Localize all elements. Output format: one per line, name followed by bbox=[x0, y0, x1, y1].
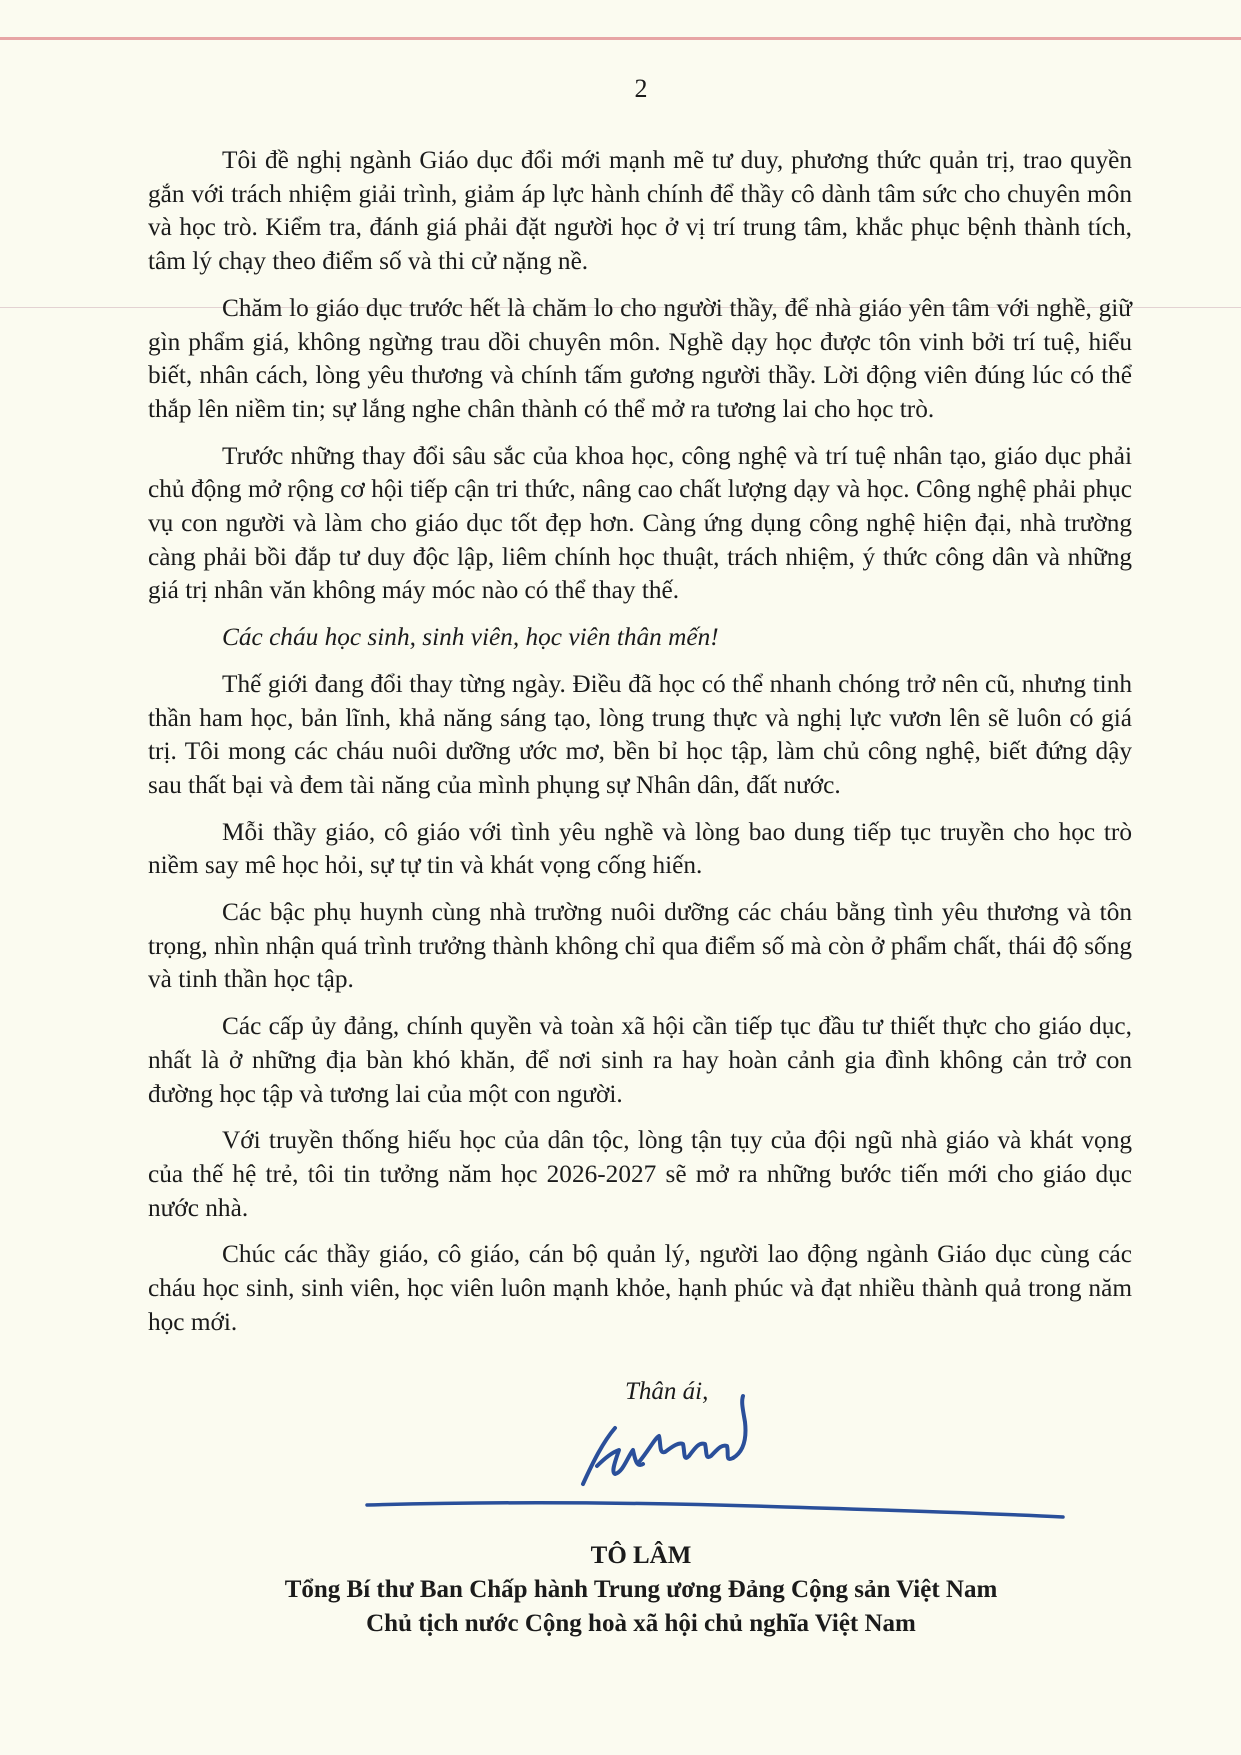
handwritten-signature bbox=[575, 1392, 795, 1492]
page-number: 2 bbox=[634, 74, 648, 103]
letter-body bbox=[148, 144, 1132, 1353]
paragraph: Trước những thay đổi sâu sắc của khoa học, công nghệ và trí tuệ nhân tạo, giáo dục phải chủ động mở rộng cơ hội tiếp cận tri thức, nâng cao chất lượng dạy và học. Công nghệ phải phục vụ con người và làm cho giáo dục tốt đẹp hơn. Càng ứng dụng công nghệ hiện đại, nhà trường càng phải bồi đắp tư duy độc lập, liêm chính học thuật, trách nhiệm, ý thức công dân và những giá trị nhân văn không máy móc nào có thể thay thế. bbox=[148, 441, 1132, 605]
signer-name: TÔ LÂM bbox=[590, 1542, 692, 1569]
paragraph: Tôi đề nghị ngành Giáo dục đổi mới mạnh mẽ tư duy, phương thức quản trị, trao quyền gắn với trách nhiệm giải trình, giảm áp lực hành chính để thầy cô dành tâm sức cho chuyên môn và học trò. Kiểm tra, đánh giá phải đặt người học ở vị trí trung tâm, khắc phục bệnh thành tích, tâm lý chạy theo điểm số và thi cử nặng nề. bbox=[148, 146, 1132, 276]
closing-salutation: Thân ái, bbox=[625, 1378, 709, 1405]
paragraph: Với truyền thống hiếu học của dân tộc, lòng tận tụy của đội ngũ nhà giáo và khát vọng của thế hệ trẻ, tôi tin tưởng năm học 2026-2027 sẽ mở ra những bước tiến mới cho giáo dục nước nhà. bbox=[148, 1126, 1132, 1222]
top-border-rule bbox=[0, 37, 1241, 40]
paragraph: Thế giới đang đổi thay từng ngày. Điều đã học có thể nhanh chóng trở nên cũ, nhưng tinh thần ham học, bản lĩnh, khả năng sáng tạo, lòng trung thực và nghị lực vươn lên sẽ luôn có giá trị. Tôi mong các cháu nuôi dưỡng ước mơ, bền bỉ học tập, làm chủ công nghệ, biết đứng dậy sau thất bại và đem tài năng của mình phụng sự Nhân dân, đất nước. bbox=[148, 669, 1132, 799]
paragraph: Các cấp ủy đảng, chính quyền và toàn xã hội cần tiếp tục đầu tư thiết thực cho giáo dục, nhất là ở những địa bàn khó khăn, để nơi sinh ra hay hoàn cảnh gia đình không cản trở con đường học tập và tương lai của một con người. bbox=[148, 1012, 1132, 1108]
signer-title-state: Chủ tịch nước Cộng hoà xã hội chủ nghĩa Việt Nam bbox=[366, 1610, 916, 1637]
paragraph: Mỗi thầy giáo, cô giáo với tình yêu nghề và lòng bao dung tiếp tục truyền cho học trò niềm say mê học hỏi, sự tự tin và khát vọng cống hiến. bbox=[148, 817, 1132, 880]
paragraph: Chúc các thầy giáo, cô giáo, cán bộ quản lý, người lao động ngành Giáo dục cùng các cháu học sinh, sinh viên, học viên luôn mạnh khỏe, hạnh phúc và đạt nhiều thành quả trong năm học mới. bbox=[148, 1240, 1132, 1336]
signature-underline bbox=[365, 1497, 1065, 1523]
paragraph: Các bậc phụ huynh cùng nhà trường nuôi dưỡng các cháu bằng tình yêu thương và tôn trọng, nhìn nhận quá trình trưởng thành không chỉ qua điểm số mà còn ở phẩm chất, thái độ sống và tinh thần học tập. bbox=[148, 898, 1132, 994]
signer-title-party: Tổng Bí thư Ban Chấp hành Trung ương Đảng Cộng sản Việt Nam bbox=[284, 1576, 998, 1603]
paragraph: Chăm lo giáo dục trước hết là chăm lo cho người thầy, để nhà giáo yên tâm với nghề, giữ gìn phẩm giá, không ngừng trau dồi chuyên môn. Nghề dạy học được tôn vinh bởi trí tuệ, hiểu biết, nhân cách, lòng yêu thương và chính tấm gương người thầy. Lời động viên đúng lúc có thể thắp lên niềm tin; sự lắng nghe chân thành có thể mở ra tương lai cho học trò. bbox=[148, 293, 1132, 423]
student-greeting: Các cháu học sinh, sinh viên, học viên thân mến! bbox=[222, 623, 719, 652]
